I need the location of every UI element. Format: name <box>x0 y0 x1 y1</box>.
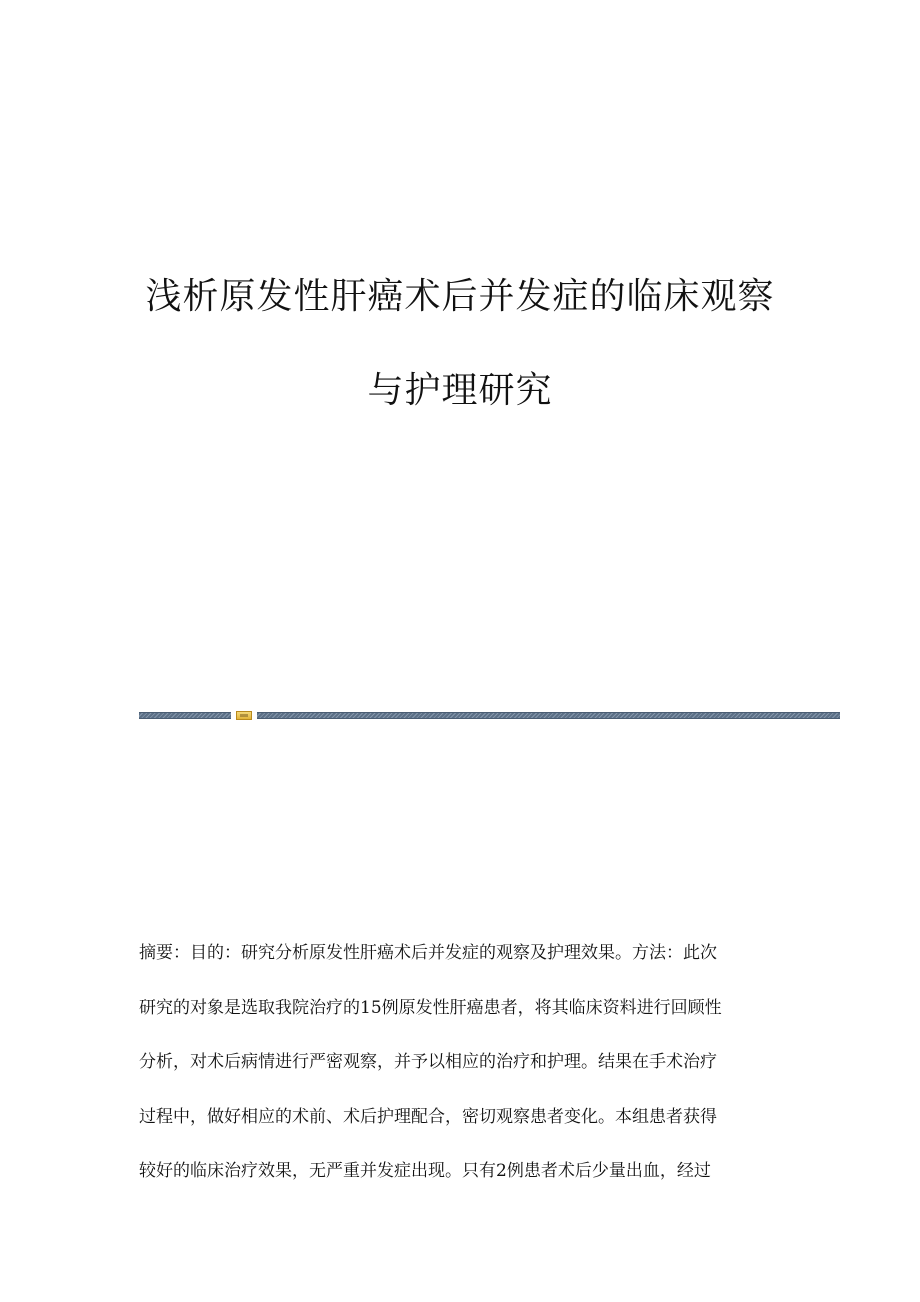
decorative-divider <box>139 711 840 720</box>
abstract-line: 研究的对象是选取我院治疗的15例原发性肝癌患者，将其临床资料进行回顾性 <box>139 997 722 1018</box>
abstract-line: 过程中，做好相应的术前、术后护理配合，密切观察患者变化。本组患者获得 <box>139 1106 717 1127</box>
divider-ornament-icon <box>236 711 252 720</box>
divider-bar-right <box>257 712 840 719</box>
document-title-line-1: 浅析原发性肝癌术后并发症的临床观察 <box>145 276 775 317</box>
abstract-section <box>139 940 789 1213</box>
abstract-line: 较好的临床治疗效果，无严重并发症出现。只有2例患者术后少量出血，经过 <box>139 1161 711 1181</box>
document-title-line-2: 与护理研究 <box>367 370 553 411</box>
abstract-line: 分析，对术后病情进行严密观察，并予以相应的治疗和护理。结果在手术治疗 <box>139 1052 717 1072</box>
divider-bar-left <box>139 712 231 719</box>
abstract-line: 摘要：目的：研究分析原发性肝癌术后并发症的观察及护理效果。方法：此次 <box>139 943 717 963</box>
